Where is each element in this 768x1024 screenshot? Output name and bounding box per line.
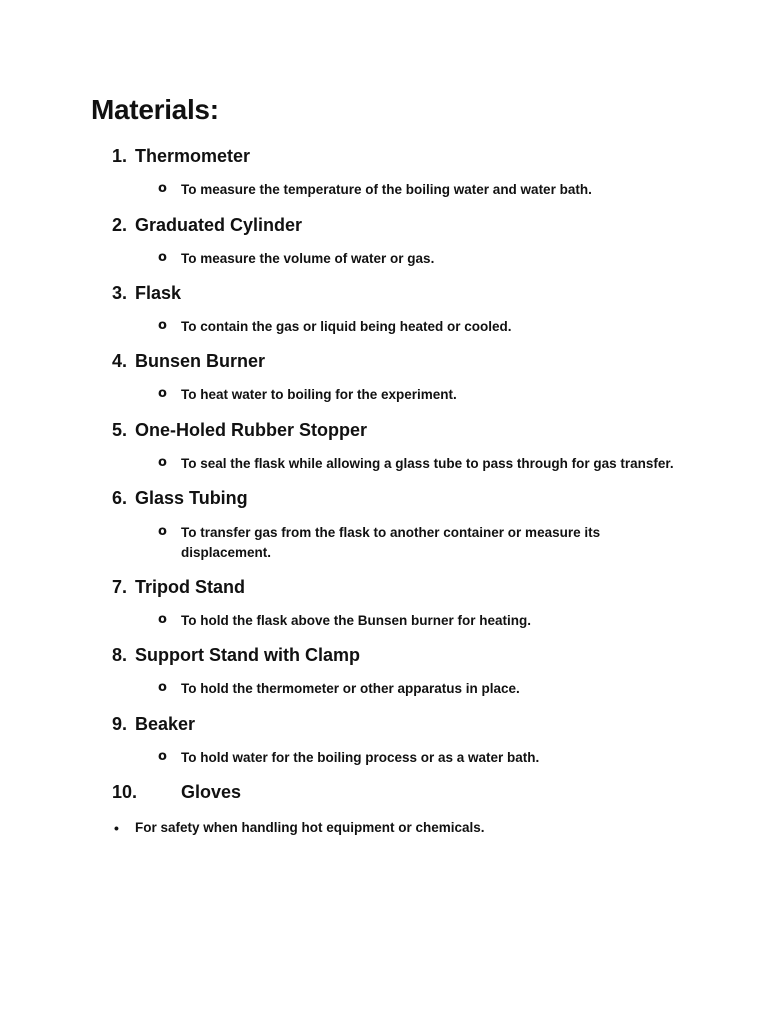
page-title: Materials: (91, 94, 219, 125)
item-description: To transfer gas from the flask to another container or measure its displacement. (181, 525, 601, 560)
item-number: 6. (112, 488, 128, 508)
item-number: 9. (112, 714, 128, 734)
item-number: 5. (112, 420, 128, 440)
bullet-icon: o (158, 524, 167, 539)
item-name: Thermometer (135, 146, 251, 166)
item-name: Graduated Cylinder (135, 215, 303, 235)
bullet-icon: o (158, 749, 167, 764)
item-name: Tripod Stand (135, 577, 245, 597)
bullet-icon: o (158, 386, 167, 401)
item-number: 4. (112, 351, 128, 371)
bullet-icon: o (158, 181, 167, 196)
item-number: 2. (112, 215, 128, 235)
item-name: Glass Tubing (135, 488, 248, 508)
item-number: 8. (112, 645, 128, 665)
item-description: To hold the flask above the Bunsen burner for heating. (181, 613, 532, 628)
bullet-icon: o (158, 680, 167, 695)
item-description: To contain the gas or liquid being heated or cooled. (181, 319, 512, 334)
item-description: To measure the volume of water or gas. (181, 251, 435, 266)
item-description: To measure the temperature of the boiling water and water bath. (181, 182, 592, 197)
item-number: 7. (112, 577, 128, 597)
item-description: To hold the thermometer or other apparatus in place. (181, 681, 520, 696)
item-name: Bunsen Burner (135, 351, 266, 371)
item-name: One-Holed Rubber Stopper (135, 420, 368, 440)
bullet-icon: • (114, 820, 119, 836)
item-number: 1. (112, 146, 128, 166)
item-description: To seal the flask while allowing a glass tube to pass through for gas transfer. (181, 456, 674, 471)
bullet-icon: o (158, 455, 167, 470)
item-description: To hold water for the boiling process or as a water bath. (181, 750, 540, 765)
bullet-icon: o (158, 612, 167, 627)
item-name: Flask (135, 283, 182, 303)
item-name: Beaker (135, 714, 196, 734)
item-name: Gloves (181, 782, 242, 802)
bullet-icon: o (158, 250, 167, 265)
item-number: 3. (112, 283, 128, 303)
bullet-icon: o (158, 318, 167, 333)
item-description: For safety when handling hot equipment or chemicals. (135, 820, 485, 835)
item-description: To heat water to boiling for the experiment. (181, 387, 457, 402)
item-name: Support Stand with Clamp (135, 645, 360, 665)
item-number: 10. (112, 782, 138, 802)
